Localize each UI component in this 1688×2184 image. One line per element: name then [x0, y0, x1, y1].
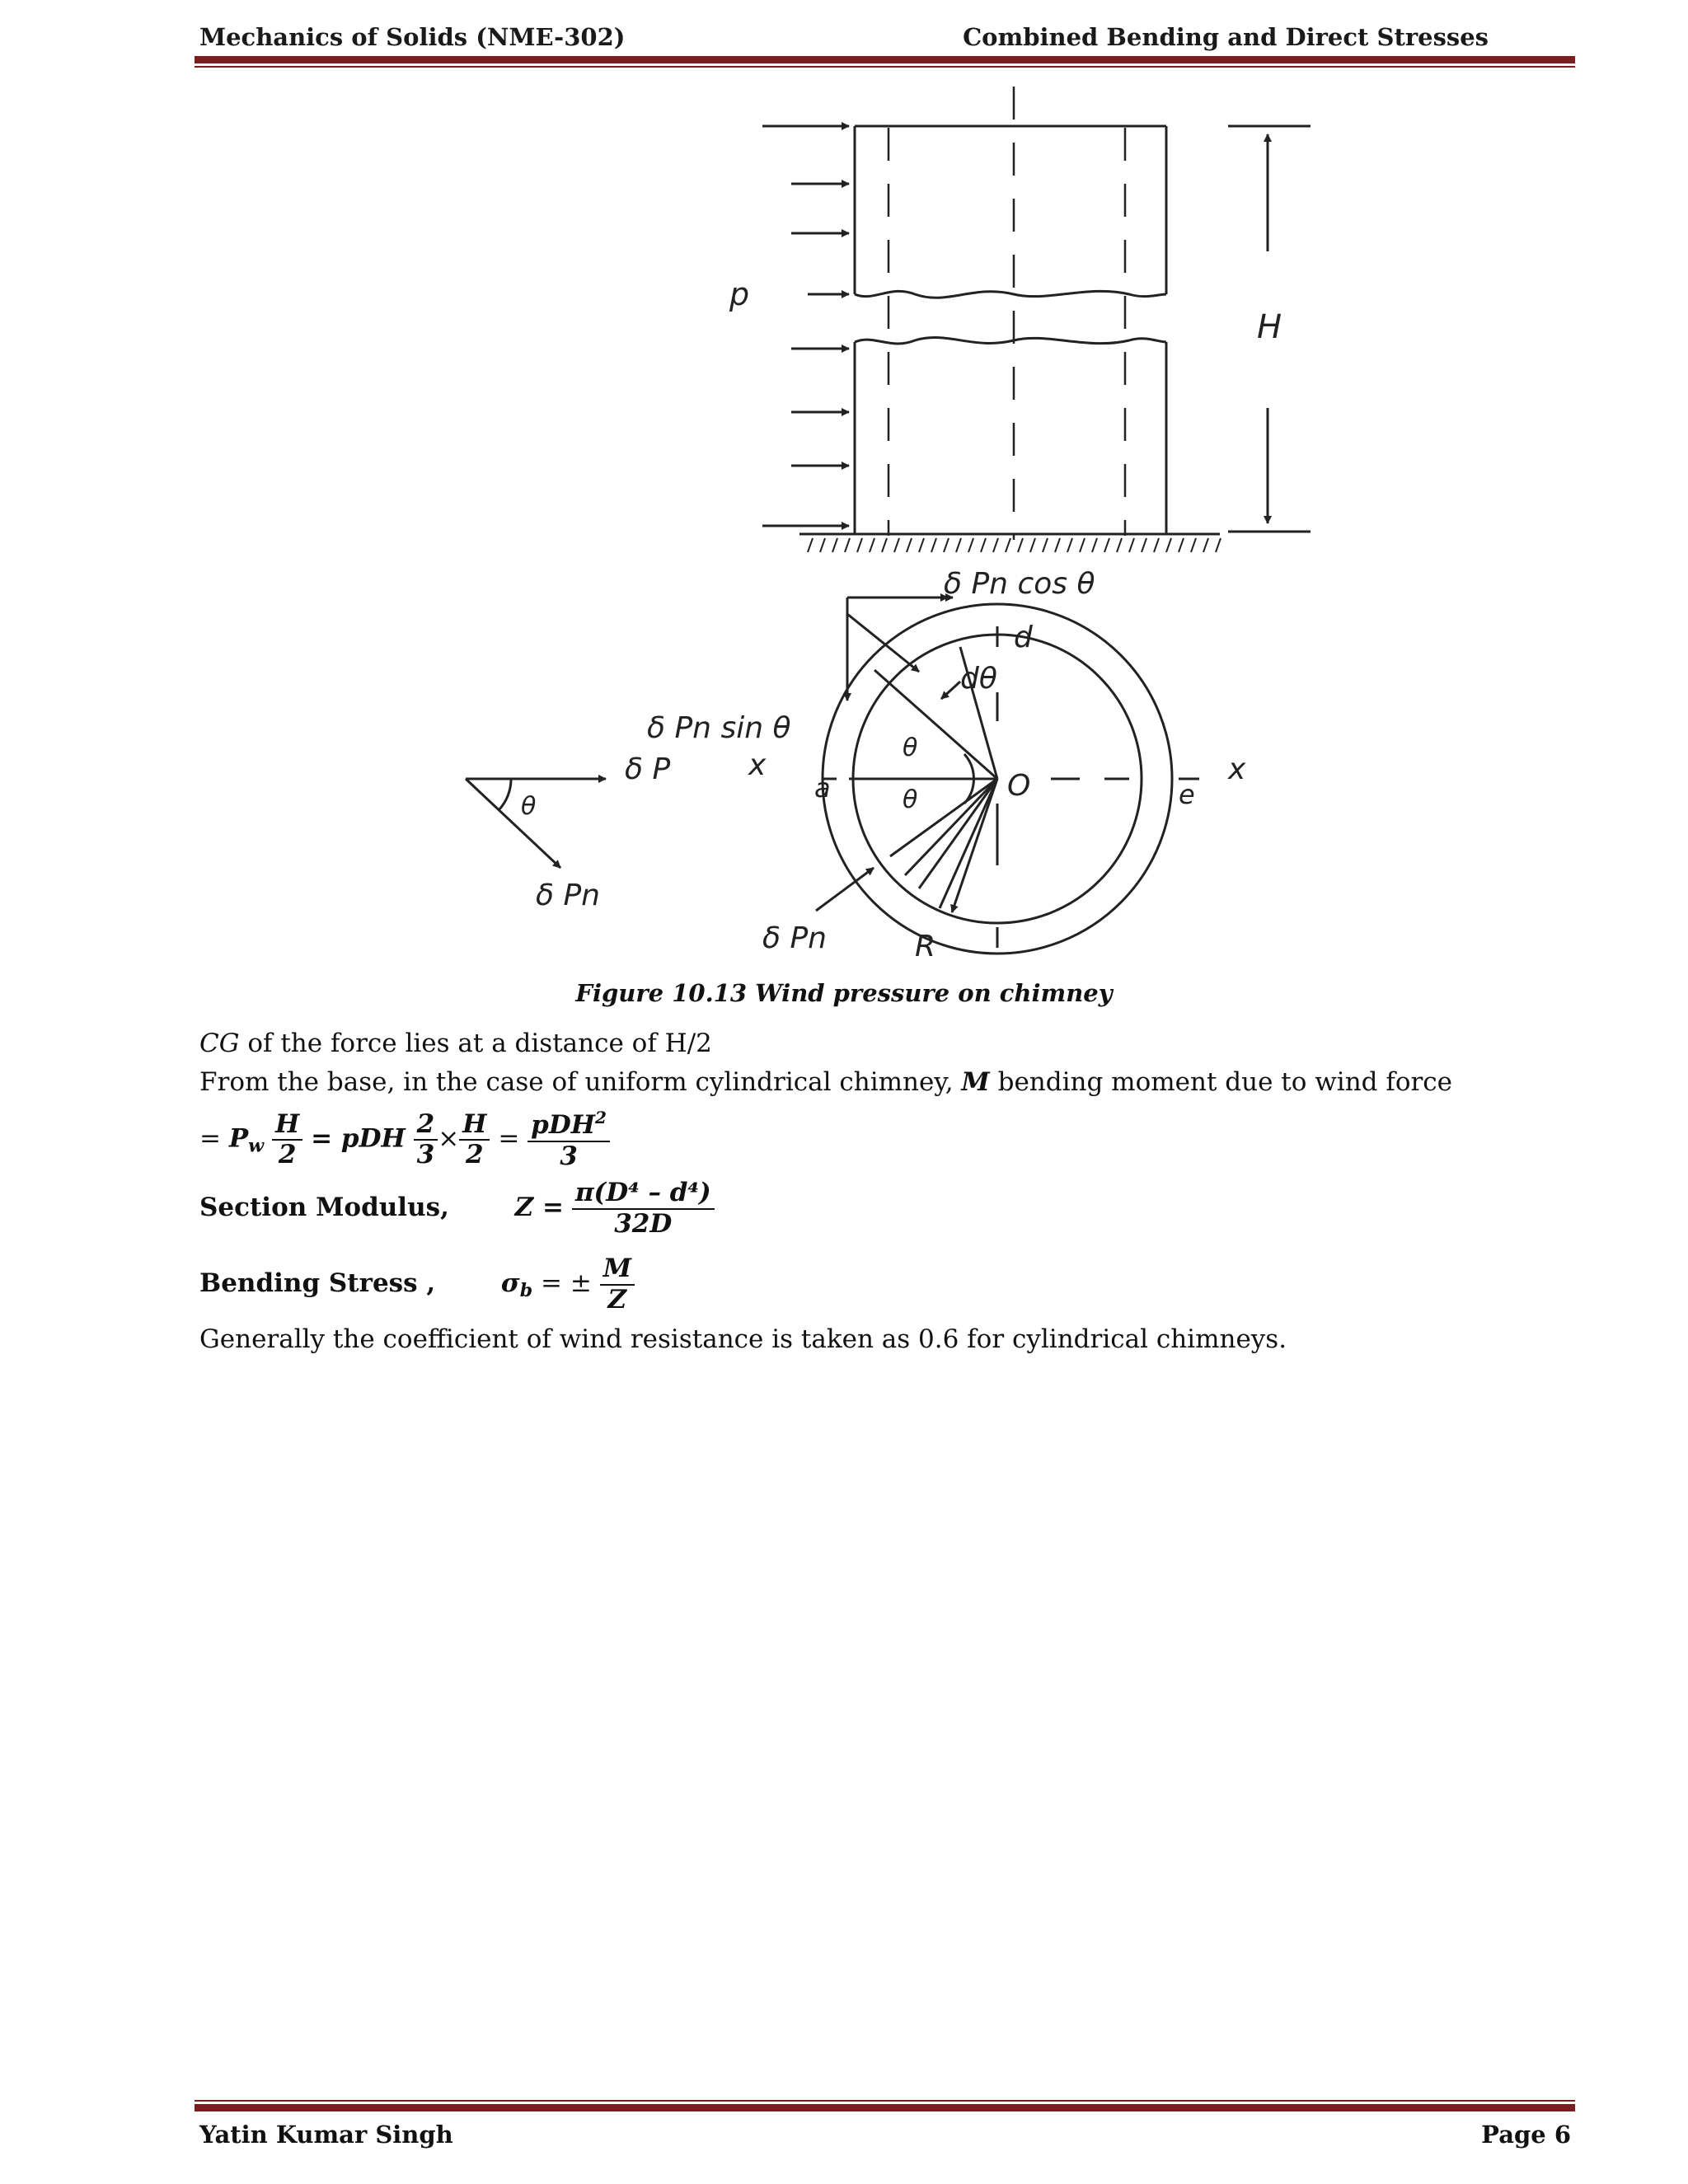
label-a: a	[814, 772, 831, 804]
header-rule	[195, 56, 1575, 63]
header-chapter-title: Combined Bending and Direct Stresses	[963, 23, 1489, 51]
label-p: p	[729, 276, 750, 312]
header-rule-thin	[195, 66, 1575, 68]
bending-moment-line	[199, 1067, 1452, 1097]
footer-rule	[195, 2104, 1575, 2111]
bending-den: Z	[607, 1284, 627, 1315]
label-x-right: x	[1228, 752, 1246, 786]
frac-pDH2-num	[528, 1108, 610, 1142]
footer-rule-thin	[195, 2100, 1575, 2102]
bending-fraction	[600, 1254, 635, 1315]
eq-sign: =	[199, 1123, 221, 1154]
label-dPn-triangle: δ Pn	[536, 879, 600, 912]
label-d: d	[1014, 621, 1033, 654]
label-dP: δ P	[625, 752, 671, 786]
label-H: H	[1257, 308, 1282, 346]
section-modulus-line	[199, 1179, 715, 1239]
header-course-title: Mechanics of Solids (NME-302)	[199, 23, 626, 51]
frac-H2-den: 2	[466, 1140, 484, 1170]
label-theta-upper: θ	[903, 733, 918, 762]
bending-sigma-sub: b	[519, 1280, 533, 1302]
coefficient-line: Generally the coefficient of wind resistance is taken as 0.6 for cylindrical chimneys.	[199, 1324, 1287, 1354]
label-dtheta: dθ	[960, 662, 997, 696]
figure-caption: Figure 10.13 Wind pressure on chimney	[575, 979, 1113, 1007]
footer-author: Yatin Kumar Singh	[199, 2121, 453, 2149]
section-den: 32D	[614, 1208, 673, 1239]
frac-pDH2-den: 3	[560, 1141, 578, 1171]
cg-text: of the force lies at a distance of H/2	[239, 1029, 712, 1058]
frac-pDH2-text: pDH	[531, 1110, 596, 1140]
frac-H-den: 2	[278, 1140, 297, 1170]
bending-num: M	[600, 1254, 635, 1286]
label-theta-lower: θ	[903, 785, 918, 814]
bending-stress-label: Bending Stress ,	[199, 1268, 436, 1299]
label-O: O	[1007, 769, 1031, 803]
section-num: π(D⁴ – d⁴)	[572, 1179, 715, 1210]
cg-term: CG	[199, 1029, 240, 1058]
frac-pDH2-sup: 2	[595, 1108, 607, 1127]
wind-arrows	[762, 126, 849, 526]
frac-H2	[459, 1110, 490, 1170]
chimney-elevation	[799, 126, 1220, 534]
label-dPn-sin: δ Pn sin θ	[647, 711, 791, 745]
footer-page-number: Page 6	[1481, 2121, 1571, 2149]
section-modulus-label: Section Modulus,	[199, 1193, 449, 1223]
moment-equation	[199, 1108, 610, 1171]
frac-H-num: H	[272, 1110, 302, 1141]
section-Z: Z =	[514, 1193, 564, 1223]
frac-pDH2-3	[528, 1108, 610, 1171]
chimney-figure	[445, 78, 1352, 977]
label-x-left: x	[748, 748, 767, 782]
label-dPn-bottom: δ Pn	[762, 921, 827, 955]
bm-text-pre: From the base, in the case of uniform cylindrical chimney,	[199, 1067, 962, 1097]
eq-Pw: P	[228, 1123, 249, 1154]
cg-line	[199, 1029, 712, 1058]
chimney-dashed-lines	[889, 87, 1125, 540]
label-R: R	[915, 930, 936, 963]
eq-w-sub: w	[248, 1135, 265, 1157]
eq-pDH: = pDH	[311, 1123, 406, 1154]
ground-hatching	[808, 538, 1221, 552]
frac-2-3-den: 3	[416, 1140, 435, 1170]
label-dPn-cos: δ Pn cos θ	[944, 567, 1095, 601]
frac-2-3	[414, 1110, 438, 1170]
section-fraction	[572, 1179, 715, 1239]
eq-times: ×	[438, 1123, 460, 1154]
frac-H-2	[272, 1110, 302, 1170]
frac-2-3-num: 2	[414, 1110, 438, 1141]
bm-symbol: M	[961, 1067, 990, 1097]
bending-stress-line	[199, 1254, 635, 1315]
label-theta-triangle: θ	[521, 792, 537, 821]
frac-H2-num: H	[459, 1110, 490, 1141]
eq-sign-2: =	[498, 1123, 520, 1154]
label-e: e	[1179, 779, 1195, 810]
bending-eq: = ±	[541, 1268, 592, 1299]
bm-text-post: bending moment due to wind force	[989, 1067, 1453, 1097]
bending-sigma: σ	[500, 1268, 520, 1299]
